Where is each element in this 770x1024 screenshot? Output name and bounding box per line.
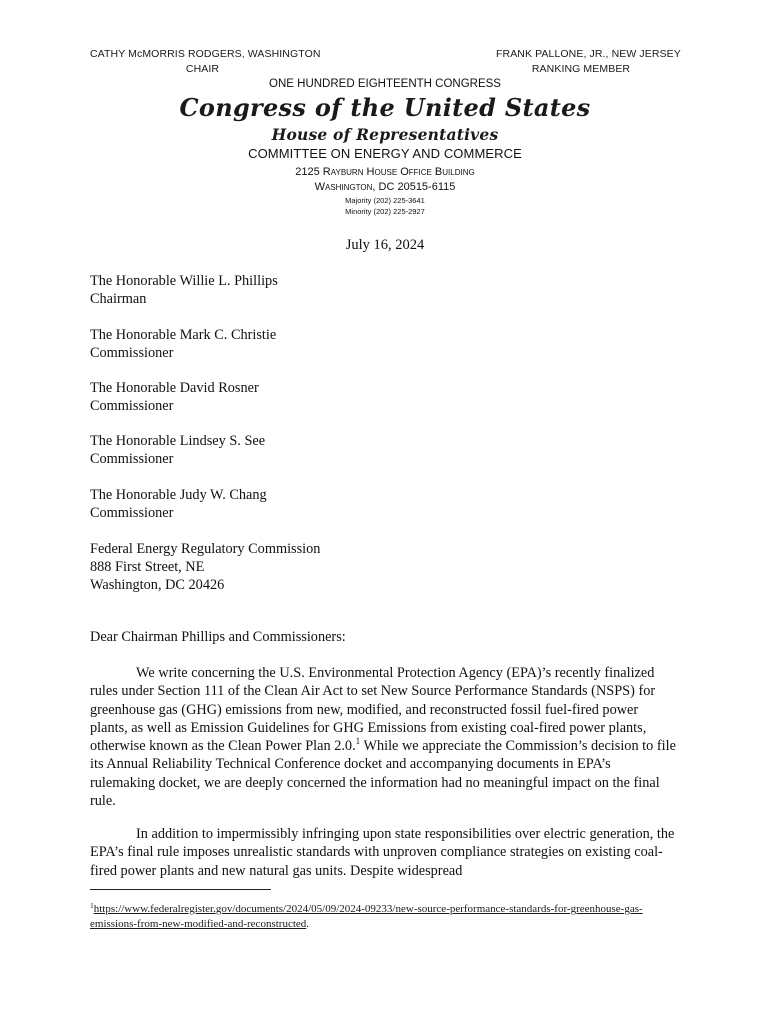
recipient-5 [90, 486, 678, 522]
body-paragraph-2: In addition to impermissibly infringing upon state responsibilities over electric generation, the EPA’s final rule imposes unrealistic standards with unproven compliance strategies on existing coal-fired power plants and new natural gas units. Despite widespread [90, 826, 675, 879]
body-paragraph-1 [90, 664, 678, 810]
recipient-name: The Honorable Lindsey S. See [90, 433, 266, 449]
congress-title: Congress of the United States [179, 93, 591, 122]
recipient-name: The Honorable Mark C. Christie [90, 327, 277, 343]
recipient-title: Chairman [90, 291, 147, 307]
footnote-link[interactable]: https://www.federalregister.gov/documents/2024/05/09/2024-09233/new-source-performance-standards-for-greenhouse-gas-emissions-from-new-modified-and-reconstructed [90, 903, 643, 930]
recipient-name: The Honorable Willie L. Phillips [90, 273, 278, 289]
phone-minority: Minority (202) 225-2927 [345, 207, 425, 216]
paragraph-1-text-continued: While we appreciate the Commission’s decision to file its Annual Reliability Technical Conference docket and accompanying documents in EPA’s rulemaking docket, we are deeply concerned the information had no meaningful impact on the final rule. [90, 738, 676, 810]
congress-number: ONE HUNDRED EIGHTEENTH CONGRESS [269, 78, 501, 90]
recipient-3 [90, 379, 678, 415]
footnote-1 [90, 902, 680, 932]
footnote-ref[interactable]: 1 [355, 736, 361, 747]
recipient-2 [90, 326, 678, 362]
ranking-member-title: RANKING MEMBER [531, 63, 631, 75]
recipient-title: Commissioner [90, 451, 174, 467]
chair-block [90, 47, 321, 77]
ranking-member-name: FRANK PALLONE, JR., NEW JERSEY [496, 48, 681, 60]
letter-date: July 16, 2024 [345, 237, 425, 253]
recipient-name: The Honorable Judy W. Chang [90, 487, 267, 503]
house-title: House of Representatives [271, 125, 499, 144]
agency-address [90, 540, 678, 594]
address-line-2: Washington, DC 20515-6115 [314, 181, 456, 193]
agency-name: Federal Energy Regulatory Commission [90, 541, 321, 557]
recipient-name: The Honorable David Rosner [90, 380, 259, 396]
salutation: Dear Chairman Phillips and Commissioners: [90, 629, 346, 645]
footnote-divider [90, 889, 271, 890]
chair-title: CHAIR [185, 63, 220, 75]
address-line-1: 2125 Rayburn House Office Building [295, 166, 475, 178]
agency-city: Washington, DC 20426 [90, 577, 225, 593]
recipient-title: Commissioner [90, 505, 174, 521]
recipient-1 [90, 272, 678, 308]
agency-street: 888 First Street, NE [90, 559, 205, 575]
phone-majority: Majority (202) 225-3641 [345, 196, 425, 205]
paragraph-1-text: We write concerning the U.S. Environmental Protection Agency (EPA)’s recently finalized rules under Section 111 of the Clean Air Act to set New Source Performance Standards (NSPS) for greenhouse gas (GHG) emissions from new, modified, and reconstructed fossil fuel-fired power plants, as well as Emission Guidelines for GHG Emissions from existing coal-fired power plants, otherwise known as the Clean Power Plan 2.0. [90, 665, 656, 755]
recipient-title: Commissioner [90, 398, 174, 414]
footnote-trailing: . [306, 918, 310, 930]
recipient-4 [90, 432, 678, 468]
recipient-title: Commissioner [90, 345, 174, 361]
ranking-member-block [496, 47, 681, 77]
committee-name: COMMITTEE ON ENERGY AND COMMERCE [248, 146, 522, 161]
footnote-number: 1 [90, 901, 94, 910]
chair-name: CATHY McMORRIS RODGERS, WASHINGTON [90, 48, 321, 60]
